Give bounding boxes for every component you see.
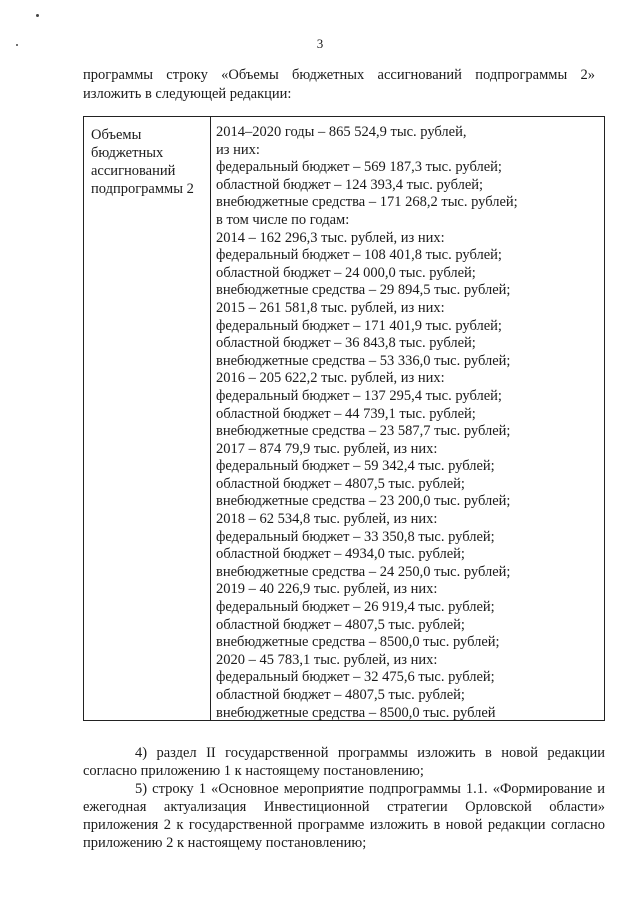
table-value-cell: [211, 117, 604, 720]
table-line: областной бюджет – 4807,5 тыс. рублей;: [216, 616, 465, 633]
table-line: федеральный бюджет – 108 401,8 тыс. рублей;: [216, 247, 502, 264]
table-line: федеральный бюджет – 32 475,6 тыс. рублей;: [216, 669, 495, 686]
table-line: областной бюджет – 124 393,4 тыс. рублей;: [216, 176, 484, 193]
table-line: внебюджетные средства – 8500,0 тыс. рублей: [216, 704, 496, 721]
table-line: федеральный бюджет – 59 342,4 тыс. рублей;: [216, 458, 495, 475]
paragraph-item-5: 5) строку 1 «Основное мероприятие подпрограммы 1.1. «Формирование и ежегодная актуализация Инвестиционной стратегии Орловской области» приложения 2 к государственной программе изложить в новой редакции согласно приложению 2 к настоящему постановлению;: [83, 781, 605, 851]
table-line: внебюджетные средства – 171 268,2 тыс. рублей;: [216, 194, 518, 211]
table-line: 2019 – 40 226,9 тыс. рублей, из них:: [216, 581, 438, 598]
table-line: в том числе по годам:: [216, 211, 350, 228]
table-line: подпрограммы 2: [91, 181, 194, 197]
intro-line: программы строку «Объемы бюджетных ассигнований подпрограммы 2»: [83, 67, 595, 83]
table-line: Объемы: [91, 127, 142, 143]
table-line: внебюджетные средства – 23 200,0 тыс. рублей;: [216, 493, 511, 510]
table-line: областной бюджет – 44 739,1 тыс. рублей;: [216, 405, 476, 422]
table-line: федеральный бюджет – 569 187,3 тыс. рублей;: [216, 159, 502, 176]
table-line: внебюджетные средства – 8500,0 тыс. рублей;: [216, 634, 500, 651]
table-line: федеральный бюджет – 137 295,4 тыс. рублей;: [216, 387, 502, 404]
intro-line: изложить в следующей редакции:: [83, 86, 292, 102]
table-line: областной бюджет – 4807,5 тыс. рублей;: [216, 475, 465, 492]
table-line: 2015 – 261 581,8 тыс. рублей, из них:: [216, 299, 445, 316]
table-line: областной бюджет – 36 843,8 тыс. рублей;: [216, 335, 476, 352]
paragraph-item-4: 4) раздел II государственной программы изложить в новой редакции согласно приложению 1 к настоящему постановлению;: [83, 745, 605, 779]
table-line: внебюджетные средства – 24 250,0 тыс. рублей;: [216, 563, 511, 580]
intro-text: [83, 66, 595, 104]
table-label-cell: [84, 117, 211, 720]
table-line: 2017 – 874 79,9 тыс. рублей, из них:: [216, 440, 438, 457]
table-line: из них:: [216, 141, 260, 158]
table-line: 2014 – 162 296,3 тыс. рублей, из них:: [216, 229, 445, 246]
table-line: областной бюджет – 4934,0 тыс. рублей;: [216, 546, 465, 563]
table-line: бюджетных: [91, 145, 164, 161]
table-line: областной бюджет – 4807,5 тыс. рублей;: [216, 687, 465, 703]
table-line: федеральный бюджет – 33 350,8 тыс. рублей;: [216, 528, 495, 545]
budget-table: [83, 116, 605, 721]
scan-mark: [36, 14, 39, 17]
table-line: областной бюджет – 24 000,0 тыс. рублей;: [216, 264, 476, 281]
table-line: федеральный бюджет – 171 401,9 тыс. рублей;: [216, 317, 502, 334]
table-line: внебюджетные средства – 29 894,5 тыс. рублей;: [216, 282, 511, 299]
table-line: 2014–2020 годы – 865 524,9 тыс. рублей,: [216, 124, 467, 140]
table-line: внебюджетные средства – 53 336,0 тыс. рублей;: [216, 352, 511, 369]
table-line: внебюджетные средства – 23 587,7 тыс. рублей;: [216, 423, 511, 440]
page-number: 3: [316, 36, 324, 51]
table-line: ассигнований: [91, 163, 176, 179]
table-line: 2016 – 205 622,2 тыс. рублей, из них:: [216, 370, 445, 387]
table-line: федеральный бюджет – 26 919,4 тыс. рублей;: [216, 599, 495, 616]
table-line: 2018 – 62 534,8 тыс. рублей, из них:: [216, 511, 438, 528]
table-line: 2020 – 45 783,1 тыс. рублей, из них:: [216, 651, 438, 668]
